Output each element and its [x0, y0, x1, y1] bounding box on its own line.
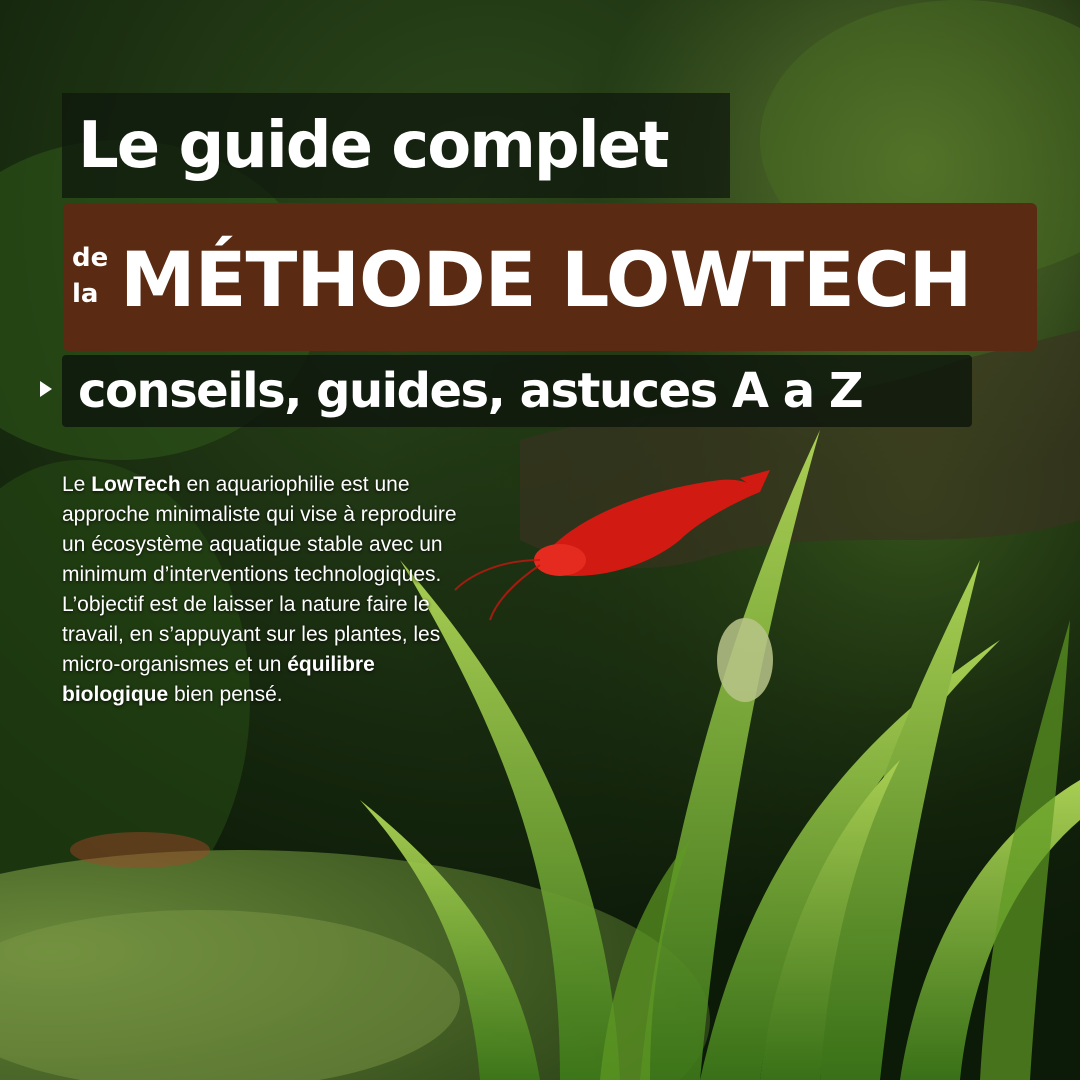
subtitle: conseils, guides, astuces A a Z — [78, 363, 863, 419]
arrow-right-icon — [40, 381, 52, 397]
page-title: Le guide complet — [78, 109, 668, 183]
connector-la: la — [72, 279, 99, 309]
keyword-equilibre: équilibre biologique — [62, 653, 375, 706]
keyword-lowtech: LowTech — [91, 473, 181, 496]
method-title: MÉTHODE LOWTECH — [120, 235, 972, 324]
connector-words — [72, 240, 108, 312]
connector-de: de — [72, 243, 109, 273]
intro-paragraph: Le LowTech en aquariophilie est une approche minimaliste qui vise à reproduire un écosystème aquatique stable avec un minimum d’interventions technologiques. L’objectif est de laisser la nature faire le travail, en s’appuyant sur les plantes, les micro-organismes et un équilibre biologique bien pensé. — [62, 473, 457, 706]
